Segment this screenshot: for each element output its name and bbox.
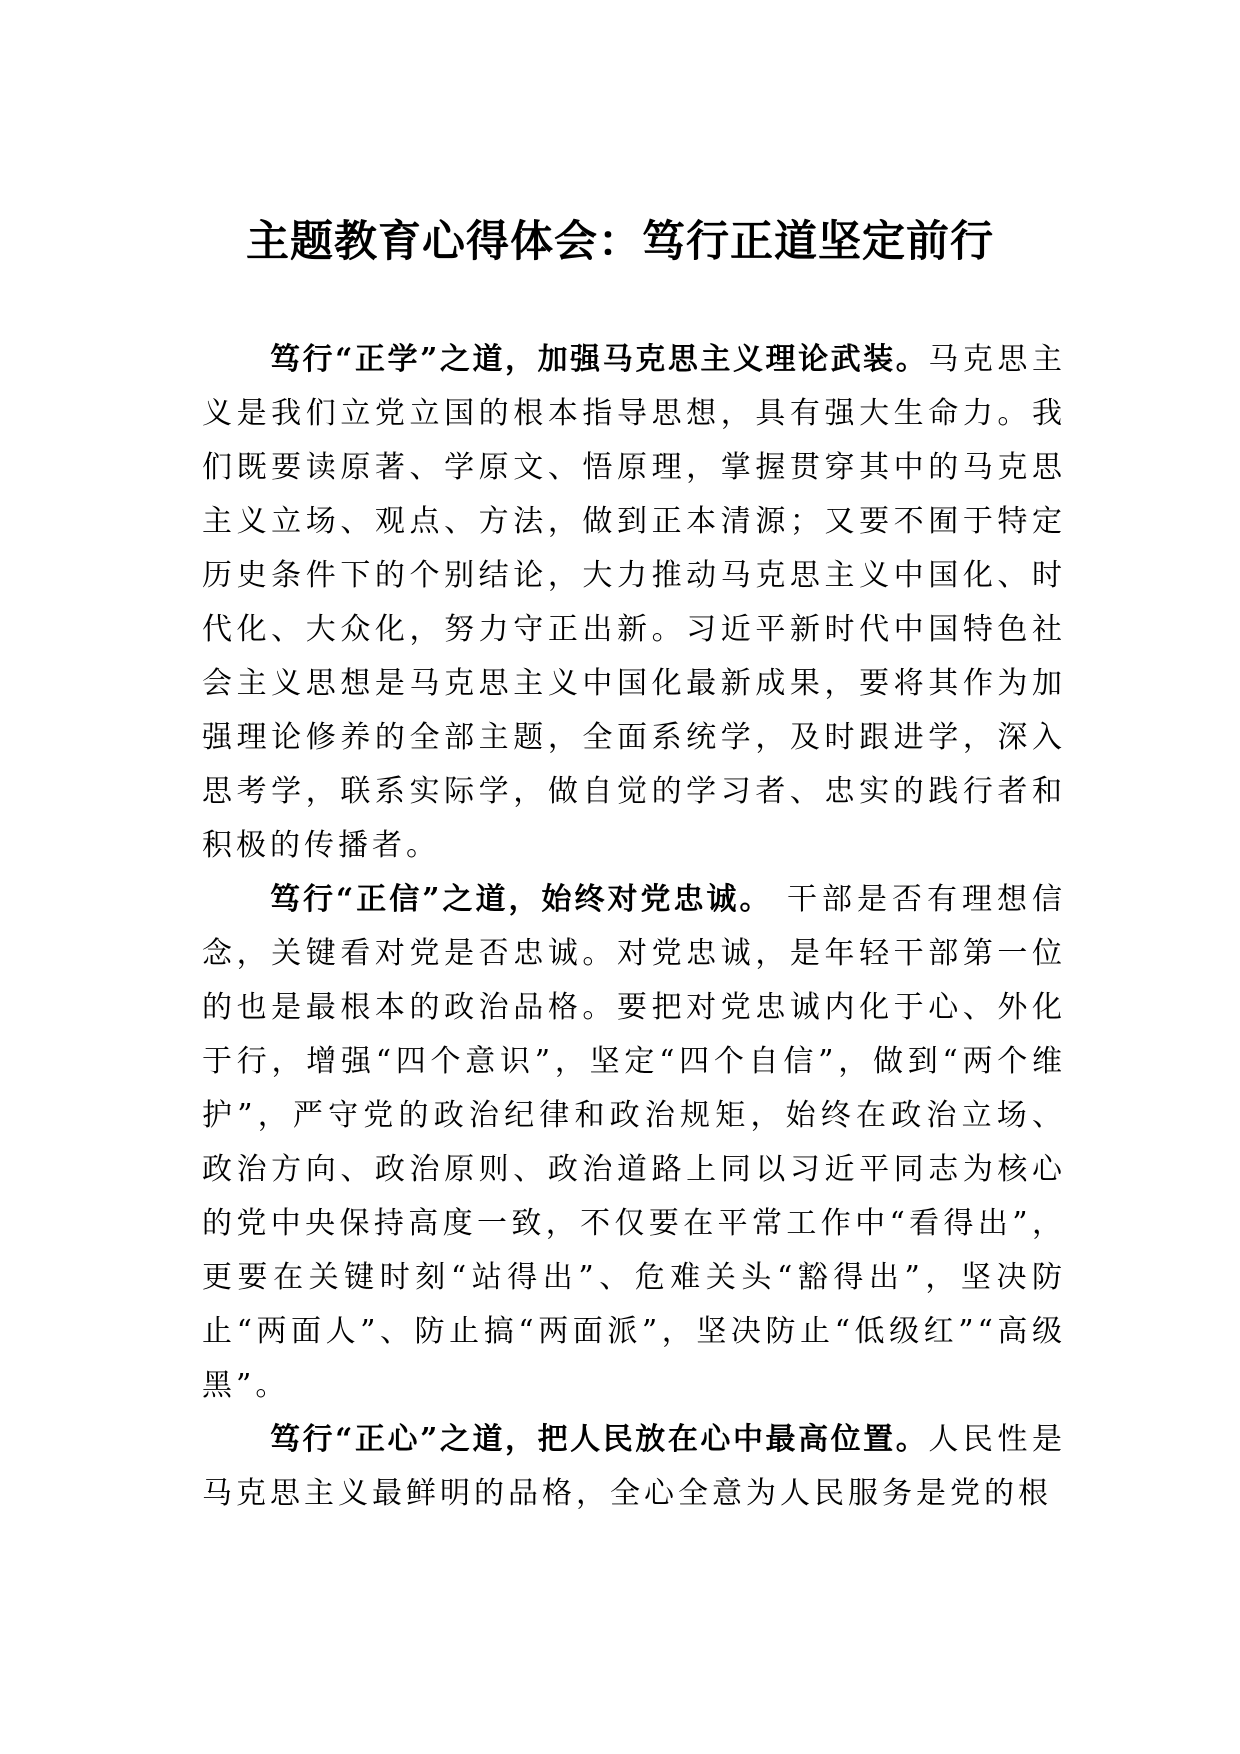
paragraph-text: 马克思主义是我们立党立国的根本指导思想，具有强大生命力。我们既要读原著、学原文、悟原理，掌握贯穿其中的马克思主义立场、观点、方法，做到正本清源；又要不囿于特定历史条件下的个别结论，大力推动马克思主义中国化、时代化、大众化，努力守正出新。习近平新时代中国特色社会主义思想是马克思主义中国化最新成果，要将其作为加强理论修养的全部主题，全面系统学，及时跟进学，深入思考学，联系实际学，做自觉的学习者、忠实的践行者和积极的传播者。 xyxy=(202,342,1066,863)
paragraph-heading: 笃行“正学”之道，加强马克思主义理论武装。 xyxy=(270,342,929,377)
paragraph-zhengxin-heart xyxy=(202,1413,1066,1521)
document-body xyxy=(202,333,1066,1521)
paragraph-zhengxue xyxy=(202,333,1066,873)
paragraph-text: 人民性是马克思主义最鲜明的品格，全心全意为人民服务是党的根 xyxy=(202,1422,1066,1511)
paragraph-heading: 笃行“正信”之道，始终对党忠诚。 xyxy=(270,882,773,917)
paragraph-zhengxin xyxy=(202,873,1066,1413)
paragraph-text: 干部是否有理想信念，关键看对党是否忠诚。对党忠诚，是年轻干部第一位的也是最根本的政治品格。要把对党忠诚内化于心、外化于行，增强“四个意识”，坚定“四个自信”，做到“两个维护”，严守党的政治纪律和政治规矩，始终在政治立场、政治方向、政治原则、政治道路上同以习近平同志为核心的党中央保持高度一致，不仅要在平常工作中“看得出”，更要在关键时刻“站得出”、危难关头“豁得出”，坚决防止“两面人”、防止搞“两面派”，坚决防止“低级红”“高级黑”。 xyxy=(202,882,1066,1403)
paragraph-heading: 笃行“正心”之道，把人民放在心中最高位置。 xyxy=(270,1422,929,1457)
document-title: 主题教育心得体会：笃行正道坚定前行 xyxy=(246,217,994,267)
